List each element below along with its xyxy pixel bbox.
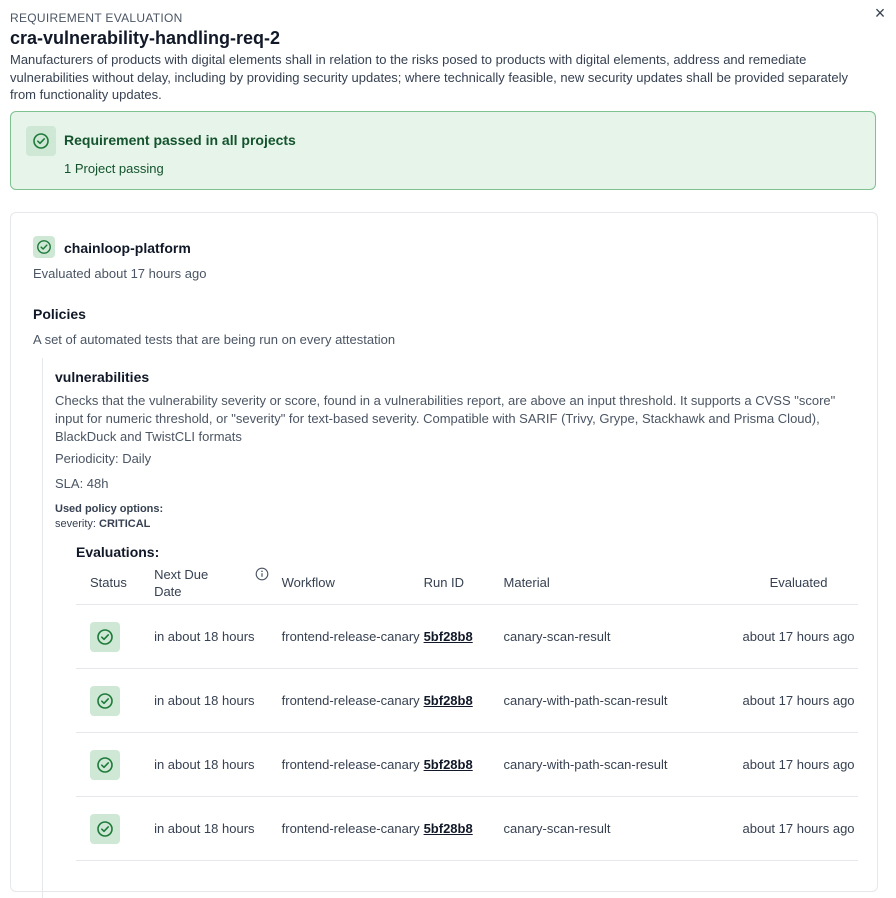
next-due-cell: in about 18 hours <box>154 669 282 733</box>
column-header-workflow: Workflow <box>282 561 424 605</box>
close-icon: × <box>874 3 886 23</box>
workflow-cell: frontend-release-canary <box>282 605 424 669</box>
column-header-next-due <box>154 561 282 605</box>
project-evaluated: Evaluated about 17 hours ago <box>33 266 207 281</box>
policy-options-label: Used policy options: <box>55 503 164 515</box>
policy-sla: SLA: 48h <box>55 476 109 491</box>
policies-title: Policies <box>33 306 86 322</box>
run-id-link[interactable]: 5bf28b8 <box>423 820 473 836</box>
evaluated-cell: about 17 hours ago <box>739 605 858 669</box>
table-row <box>76 605 858 669</box>
check-circle-icon <box>90 814 120 844</box>
workflow-cell: frontend-release-canary <box>282 797 424 861</box>
policy-option-key: severity: <box>55 518 96 530</box>
requirement-description: Manufacturers of products with digital elements shall in relation to the risks posed to products with digital elements, address and remediate vulnerabilities without delay, including by providing security updates; where technically feasible, new security updates shall be provided separately from functionality updates. <box>10 52 849 102</box>
status-banner <box>10 111 876 190</box>
run-id-link[interactable]: 5bf28b8 <box>423 756 473 772</box>
requirement-evaluation-overline: REQUIREMENT EVALUATION <box>10 11 183 25</box>
close-button[interactable] <box>871 4 889 22</box>
run-id-link[interactable]: 5bf28b8 <box>423 628 473 644</box>
next-due-cell: in about 18 hours <box>154 797 282 861</box>
policy-description: Checks that the vulnerability severity or score, found in a vulnerabilities report, are above an input threshold. It supports a CVSS "score" input for numeric threshold, or "severity" for text-based severity. Compatible with SARIF (Trivy, Grype, Stackhawk and Prisma Cloud), BlackDuck and TwistCLI formats <box>55 393 836 444</box>
requirement-title: cra-vulnerability-handling-req-2 <box>10 28 281 48</box>
next-due-cell: in about 18 hours <box>154 733 282 797</box>
evaluated-cell: about 17 hours ago <box>739 669 858 733</box>
column-header-run-id: Run ID <box>424 561 504 605</box>
evaluated-cell: about 17 hours ago <box>739 797 858 861</box>
workflow-cell: frontend-release-canary <box>282 669 424 733</box>
policy-option-value: CRITICAL <box>99 518 151 530</box>
info-icon[interactable] <box>255 567 269 581</box>
check-circle-icon <box>90 750 120 780</box>
column-header-evaluated: Evaluated <box>739 561 858 605</box>
evaluations-table <box>76 561 858 861</box>
table-row <box>76 733 858 797</box>
policy-periodicity: Periodicity: Daily <box>55 451 152 466</box>
evaluations-title: Evaluations: <box>76 544 160 560</box>
table-row <box>76 669 858 733</box>
banner-subtitle: 1 Project passing <box>64 161 164 176</box>
run-id-link[interactable]: 5bf28b8 <box>423 692 473 708</box>
check-circle-icon <box>90 686 120 716</box>
policy-option-row <box>55 518 150 530</box>
next-due-cell: in about 18 hours <box>154 605 282 669</box>
column-header-material: Material <box>504 561 740 605</box>
column-header-status: Status <box>76 561 154 605</box>
material-cell: canary-with-path-scan-result <box>504 733 740 797</box>
material-cell: canary-with-path-scan-result <box>504 669 740 733</box>
banner-title: Requirement passed in all projects <box>64 132 296 148</box>
policies-description: A set of automated tests that are being run on every attestation <box>33 332 396 347</box>
project-name: chainloop-platform <box>64 240 191 256</box>
check-circle-icon <box>33 236 55 258</box>
material-cell: canary-scan-result <box>504 797 740 861</box>
policy-block <box>42 358 873 898</box>
check-circle-icon <box>90 622 120 652</box>
check-circle-icon <box>26 126 56 156</box>
workflow-cell: frontend-release-canary <box>282 733 424 797</box>
material-cell: canary-scan-result <box>504 605 740 669</box>
table-row <box>76 797 858 861</box>
policy-name: vulnerabilities <box>55 369 150 385</box>
column-header-next-due-label: Next Due Date <box>154 566 209 599</box>
evaluated-cell: about 17 hours ago <box>739 733 858 797</box>
project-card <box>10 212 878 892</box>
table-header-row <box>76 561 858 605</box>
